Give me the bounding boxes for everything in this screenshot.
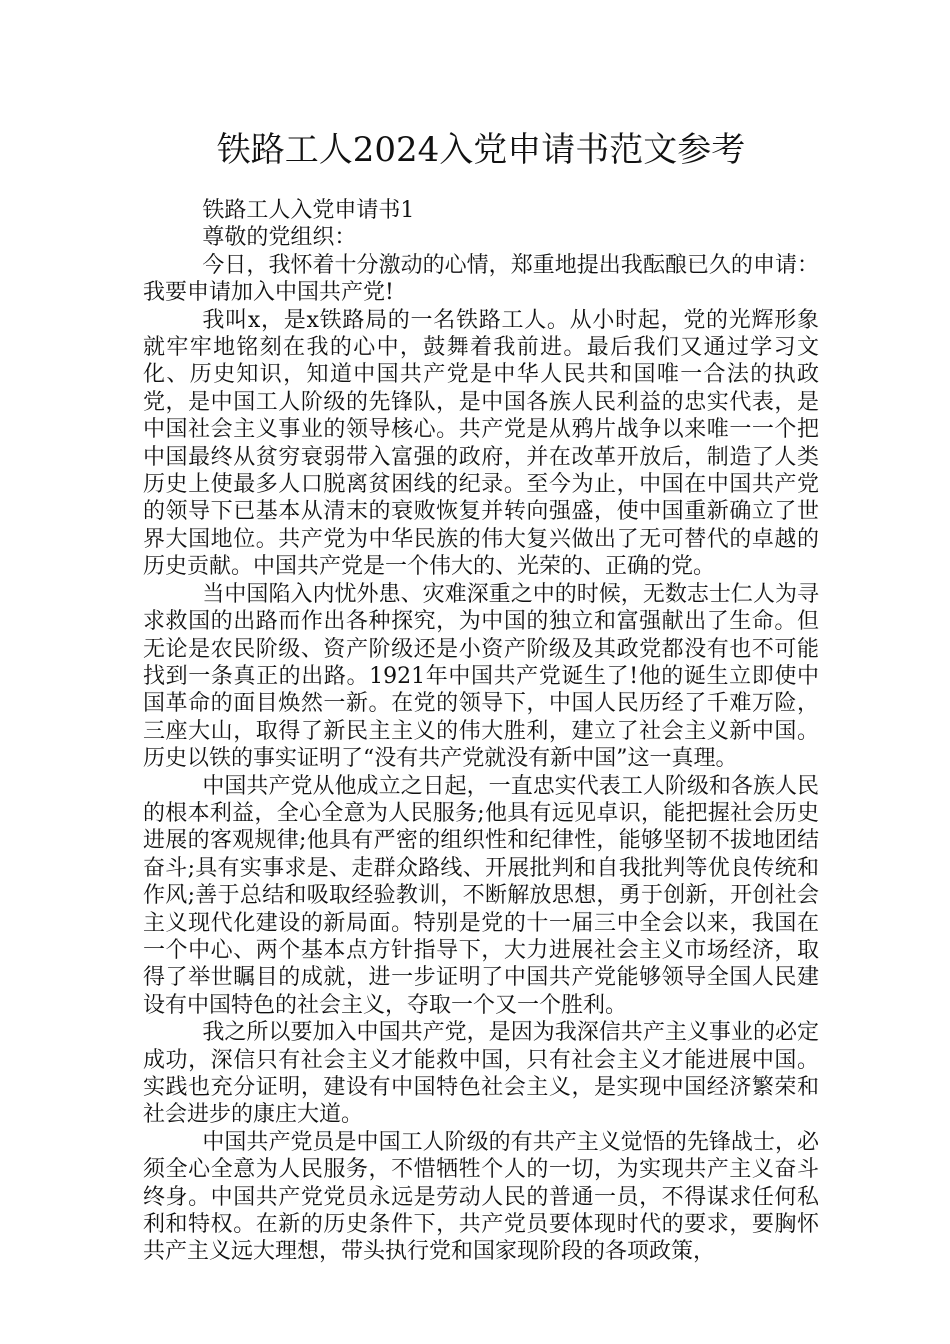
- paragraph: 今日，我怀着十分激动的心情，郑重地提出我酝酿已久的申请：我要申请加入中国共产党!: [143, 252, 819, 306]
- paragraph: 当中国陷入内忧外患、灾难深重之中的时候，无数志士仁人为寻求救国的出路而作出各种探究，为中国的独立和富强献出了生命。但无论是农民阶级、资产阶级还是小资产阶级及其政党都没有也不可能找到一条真正的出路。1921年中国共产党诞生了!他的诞生立即使中国革命的面目焕然一新。在党的领导下，中国人民历经了千难万险，三座大山，取得了新民主主义的伟大胜利，建立了社会主义新中国。历史以铁的事实证明了“没有共产党就没有新中国”这一真理。: [143, 581, 819, 772]
- document-title: 铁路工人2024入党申请书范文参考: [216, 130, 746, 170]
- paragraph: 我之所以要加入中国共产党，是因为我深信共产主义事业的必定成功，深信只有社会主义才能救中国，只有社会主义才能进展中国。实践也充分证明，建设有中国特色社会主义，是实现中国经济繁荣和社会进步的康庄大道。: [143, 1020, 819, 1128]
- paragraph: 我叫x，是x铁路局的一名铁路工人。从小时起，党的光辉形象就牢牢地铭刻在我的心中，鼓舞着我前进。最后我们又通过学习文化、历史知识，知道中国共产党是中华人民共和国唯一合法的执政党，是中国工人阶级的先锋队，是中国各族人民利益的忠实代表，是中国社会主义事业的领导核心。共产党是从鸦片战争以来唯一一个把中国最终从贫穷衰弱带入富强的政府，并在改革开放后，制造了人类历史上使最多人口脱离贫困线的纪录。至今为止，中国在中国共产党的领导下已基本从清末的衰败恢复并转向强盛，使中国重新确立了世界大国地位。共产党为中华民族的伟大复兴做出了无可替代的卓越的历史贡献。中国共产党是一个伟大的、光荣的、正确的党。: [143, 307, 819, 580]
- salutation: 尊敬的党组织：: [202, 225, 357, 251]
- paragraph: 中国共产党员是中国工人阶级的有共产主义觉悟的先锋战士，必须全心全意为人民服务，不惜牺牲个人的一切，为实现共产主义奋斗终身。中国共产党党员永远是劳动人民的普通一员，不得谋求任何私利和特权。在新的历史条件下，共产党员要体现时代的要求，要胸怀共产主义远大理想，带头执行党和国家现阶段的各项政策，: [143, 1129, 819, 1265]
- paragraph: 中国共产党从他成立之日起，一直忠实代表工人阶级和各族人民的根本利益，全心全意为人民服务;他具有远见卓识，能把握社会历史进展的客观规律;他具有严密的组织性和纪律性，能够坚韧不拔地团结奋斗;具有实事求是、走群众路线、开展批判和自我批判等优良传统和作风;善于总结和吸取经验教训，不断解放思想，勇于创新，开创社会主义现代化建设的新局面。特别是党的十一届三中全会以来，我国在一个中心、两个基本点方针指导下，大力进展社会主义市场经济，取得了举世瞩目的成就，进一步证明了中国共产党能够领导全国人民建设有中国特色的社会主义，夺取一个又一个胜利。: [143, 773, 819, 1018]
- document-subtitle: 铁路工人入党申请书1: [202, 198, 415, 223]
- document-body: [143, 197, 819, 1266]
- document-page: [143, 124, 819, 1266]
